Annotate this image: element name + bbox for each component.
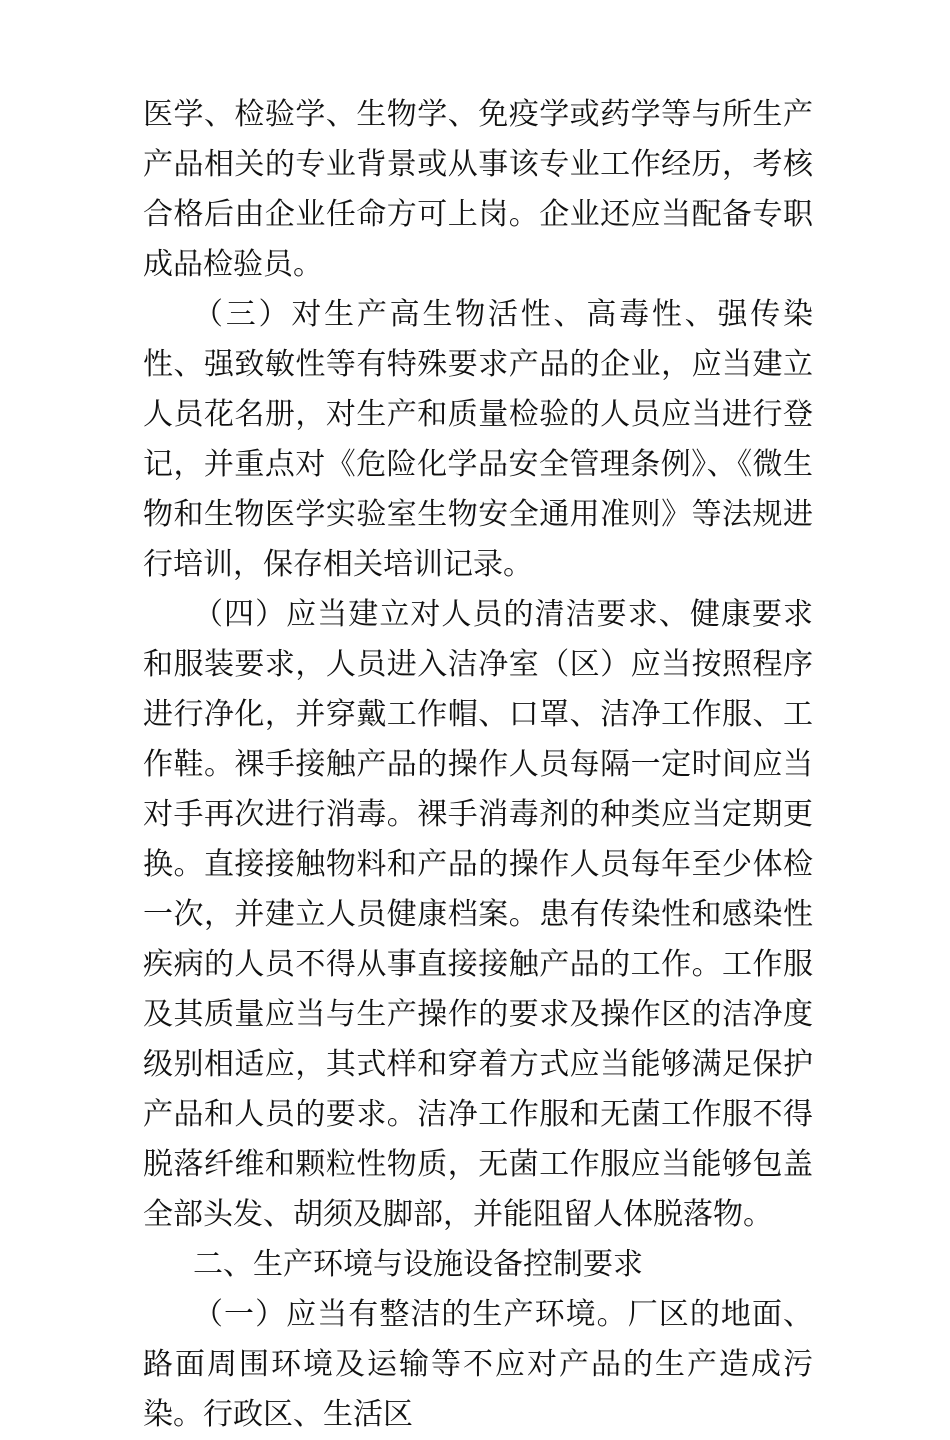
document-body: [143, 90, 813, 1440]
paragraph-item-three: （三）对生产高生物活性、高毒性、强传染性、强致敏性等有特殊要求产品的企业，应当建立人员花名册，对生产和质量检验的人员应当进行登记，并重点对《危险化学品安全管理条例》、《微生物和生物医学实验室生物安全通用准则》等法规进行培训，保存相关培训记录。: [143, 297, 813, 582]
section-heading: 二、生产环境与设施设备控制要求: [193, 1247, 643, 1282]
paragraph-item-one: （一）应当有整洁的生产环境。厂区的地面、路面周围环境及运输等不应对产品的生产造成污染。行政区、生活区: [143, 1297, 813, 1432]
paragraph-item-four: （四）应当建立对人员的清洁要求、健康要求和服装要求，人员进入洁净室（区）应当按照程序进行净化，并穿戴工作帽、口罩、洁净工作服、工作鞋。裸手接触产品的操作人员每隔一定时间应当对手再次进行消毒。裸手消毒剂的种类应当定期更换。直接接触物料和产品的操作人员每年至少体检一次，并建立人员健康档案。患有传染性和感染性疾病的人员不得从事直接接触产品的工作。工作服及其质量应当与生产操作的要求及操作区的洁净度级别相适应，其式样和穿着方式应当能够满足保护产品和人员的要求。洁净工作服和无菌工作服不得脱落纤维和颗粒性物质，无菌工作服应当能够包盖全部头发、胡须及脚部，并能阻留人体脱落物。: [143, 597, 813, 1232]
paragraph-continuation: 医学、检验学、生物学、免疫学或药学等与所生产产品相关的专业背景或从事该专业工作经历，考核合格后由企业任命方可上岗。企业还应当配备专职成品检验员。: [143, 97, 813, 282]
